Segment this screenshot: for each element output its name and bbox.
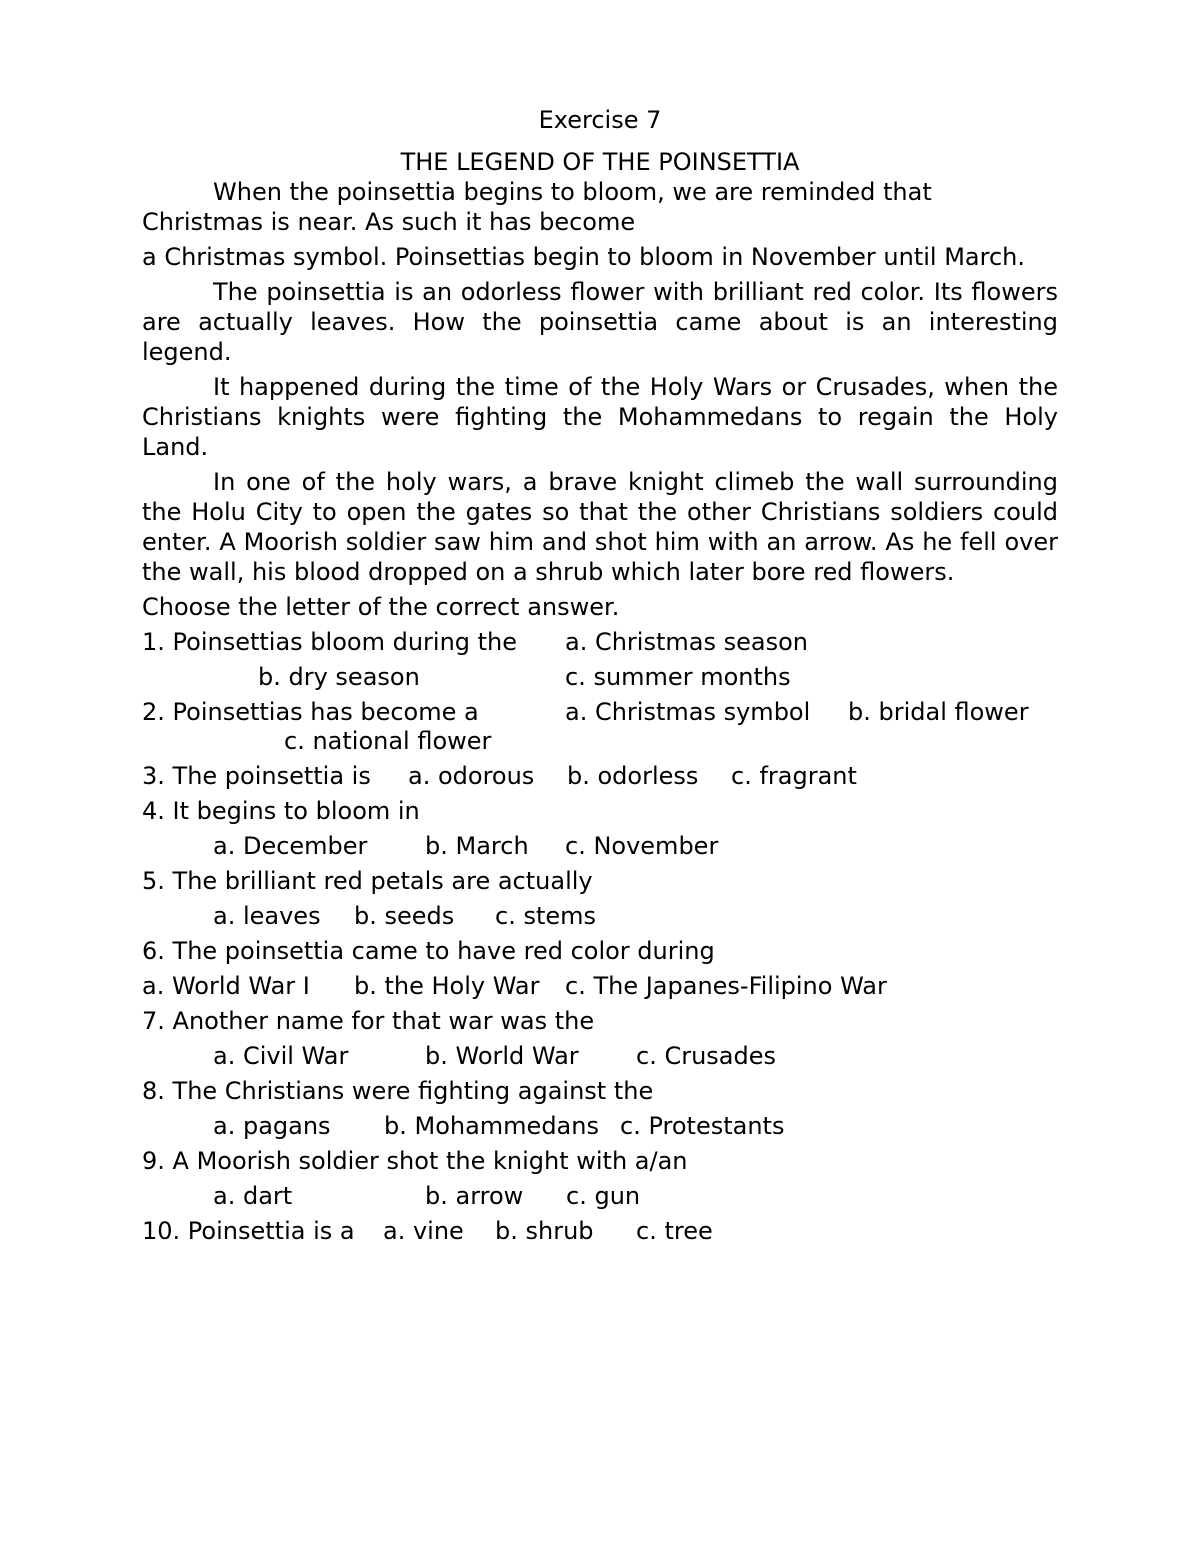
question-3-option-c: c. fragrant (731, 762, 857, 790)
question-4-stem: 4. It begins to bloom in (142, 797, 420, 825)
question-10-option-b: b. shrub (495, 1217, 594, 1245)
paragraph-5: In one of the holy wars, a brave knight climeb the wall surrounding the Holu City to open the gates so that the other Christians soldiers could enter. A Moorish soldier saw him and shot him with an arrow. As he fell over the wall, his blood dropped on a shrub which later bore red flowers. (142, 468, 1058, 586)
question-6-stem: 6. The poinsettia came to have red color during (142, 937, 715, 965)
question-10-stem: 10. Poinsettia is a (142, 1217, 355, 1245)
question-2-option-c: c. national flower (284, 727, 492, 755)
question-1-option-a: a. Christmas season (565, 628, 808, 656)
question-10-option-c: c. tree (636, 1217, 713, 1245)
question-2-option-b: b. bridal flower (848, 698, 1029, 726)
question-5-stem: 5. The brilliant red petals are actually (142, 867, 593, 895)
story-title: THE LEGEND OF THE POINSETTIA (400, 148, 800, 176)
question-3-option-a: a. odorous (408, 762, 535, 790)
question-2-stem: 2. Poinsettias has become a (142, 698, 479, 726)
question-1-option-b: b. dry season (258, 663, 420, 691)
question-7-stem: 7. Another name for that war was the (142, 1007, 595, 1035)
question-2-option-a: a. Christmas symbol (565, 698, 811, 726)
question-4-option-b: b. March (425, 832, 529, 860)
question-3 (142, 761, 1058, 791)
question-5-option-b: b. seeds (354, 902, 455, 930)
question-9-option-b: b. arrow (425, 1182, 524, 1210)
question-9-option-a: a. dart (213, 1182, 293, 1210)
exercise-title: Exercise 7 (538, 106, 662, 134)
question-3-option-b: b. odorless (567, 762, 699, 790)
question-5 (142, 866, 1058, 896)
question-9-options-row (142, 1181, 1058, 1211)
question-9-option-c: c. gun (566, 1182, 641, 1210)
question-9 (142, 1146, 1058, 1176)
question-10-option-a: a. vine (383, 1217, 464, 1245)
question-4-option-c: c. November (565, 832, 719, 860)
question-2 (142, 697, 1058, 756)
question-7-options-row (142, 1041, 1058, 1071)
question-8-options-row (142, 1111, 1058, 1141)
question-3-stem: 3. The poinsettia is (142, 762, 371, 790)
question-1-options-row (142, 662, 1058, 692)
question-8-option-c: c. Protestants (620, 1112, 785, 1140)
question-6-option-b: b. the Holy War (354, 972, 540, 1000)
question-4 (142, 796, 1058, 826)
question-5-options-row (142, 901, 1058, 931)
question-8-stem: 8. The Christians were fighting against the (142, 1077, 654, 1105)
question-9-stem: 9. A Moorish soldier shot the knight with a/an (142, 1147, 688, 1175)
question-1-option-c: c. summer months (565, 663, 791, 691)
question-10 (142, 1216, 1058, 1246)
question-7 (142, 1006, 1058, 1036)
paragraph-1: When the poinsettia begins to bloom, we are reminded that Christmas is near. As such it has become (142, 178, 932, 236)
question-8-option-a: a. pagans (213, 1112, 331, 1140)
question-6-option-a: a. World War I (142, 972, 310, 1000)
question-4-option-a: a. December (213, 832, 368, 860)
question-6-options-row (142, 971, 1058, 1001)
question-5-option-a: a. leaves (213, 902, 321, 930)
paragraph-4: It happened during the time of the Holy Wars or Crusades, when the Christians knights were fighting the Mohammedans to regain the Holy Land. (142, 373, 1058, 461)
question-6-option-c: c. The Japanes-Filipino War (565, 972, 887, 1000)
question-6 (142, 936, 1058, 966)
question-7-option-b: b. World War (425, 1042, 579, 1070)
question-7-option-c: c. Crusades (636, 1042, 777, 1070)
paragraph-2: a Christmas symbol. Poinsettias begin to bloom in November until March. (142, 243, 1025, 271)
document-page (142, 105, 1058, 1246)
question-8 (142, 1076, 1058, 1106)
question-8-option-b: b. Mohammedans (384, 1112, 599, 1140)
paragraph-3: The poinsettia is an odorless flower with brilliant red color. Its flowers are actually leaves. How the poinsettia came about is an interesting legend. (142, 278, 1058, 366)
question-1 (142, 627, 1058, 657)
question-5-option-c: c. stems (495, 902, 597, 930)
question-1-stem: 1. Poinsettias bloom during the (142, 628, 518, 656)
question-4-options-row (142, 831, 1058, 861)
question-7-option-a: a. Civil War (213, 1042, 349, 1070)
instruction: Choose the letter of the correct answer. (142, 593, 620, 621)
